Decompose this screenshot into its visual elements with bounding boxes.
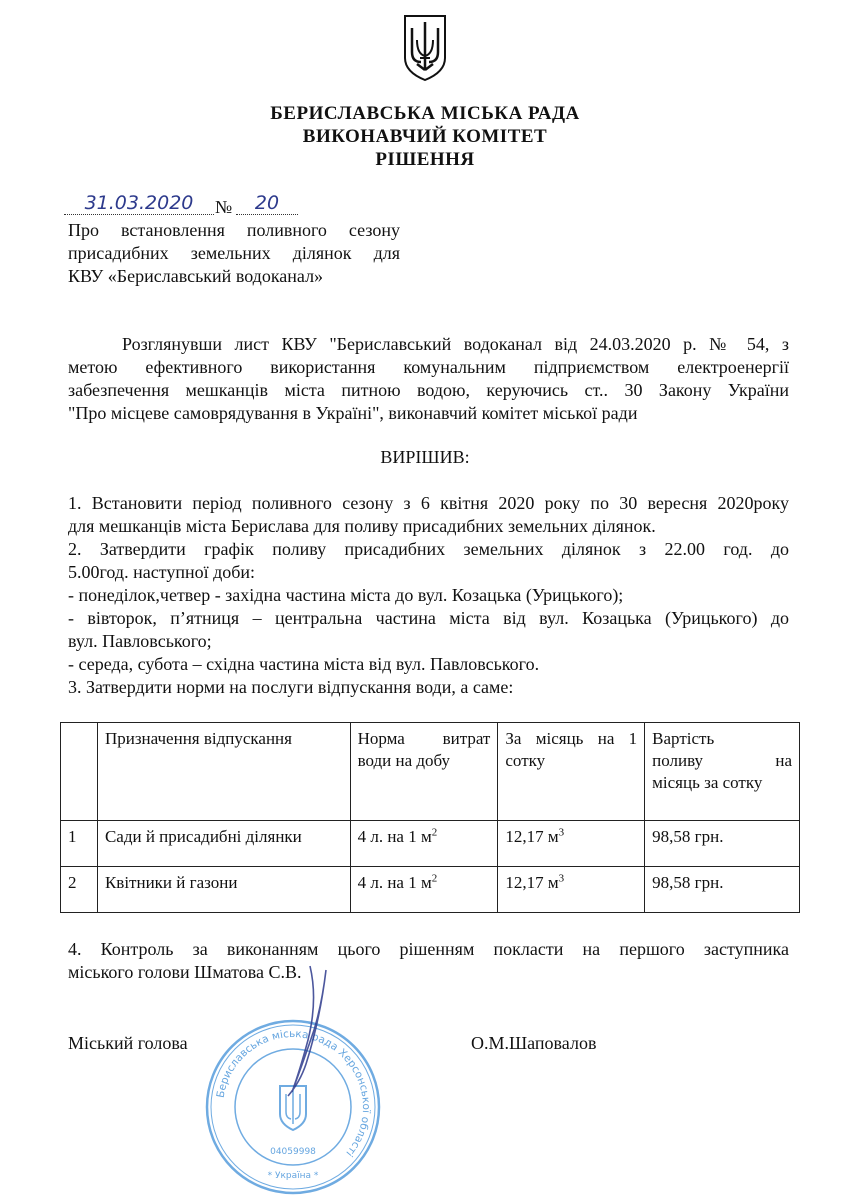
item-line: 2. Затвердити графік поливу присадибних земельних ділянок з 22.00 год. до: [68, 539, 789, 559]
subject-line: присадибних земельних ділянок для: [68, 243, 400, 263]
item-line: для мешканців міста Берислава для поливу присадибних земельних ділянок.: [68, 516, 656, 536]
header-month-line: сотку: [505, 751, 546, 770]
table-row: [61, 867, 800, 913]
row-month-cell: 12,17 $м^3$: [498, 821, 645, 867]
decision-date: 31.03.2020: [64, 192, 214, 215]
row-month-cell: 12,17 $м^3$: [498, 867, 645, 913]
header-cost-cell: [645, 723, 800, 821]
header-norm-line: Норма витрат: [357, 729, 491, 748]
control-line: 4. Контроль за виконанням цього рішенням покласти на першого заступника: [68, 939, 789, 959]
item-line: - понеділок,четвер - західна частина міста до вул. Козацька (Урицького);: [68, 585, 624, 605]
preamble-paragraph: [68, 333, 789, 425]
row-purpose-cell: Квітники й газони: [97, 867, 350, 913]
row-norm-cell: 4 л. на 1 $м^2$: [350, 821, 498, 867]
item-line: вул. Павловського;: [68, 631, 212, 651]
decision-number: 20: [236, 192, 298, 215]
header-cost-line: поливу на: [652, 751, 792, 770]
row-cost-cell: 98,58 грн.: [645, 867, 800, 913]
subject-line: Про встановлення поливного сезону: [68, 220, 400, 240]
item-line: 5.00год. наступної доби:: [68, 562, 256, 582]
row-norm-cell: 4 л. на 1 $м^2$: [350, 867, 498, 913]
council-name: БЕРИСЛАВСЬКА МІСЬКА РАДА: [270, 103, 580, 124]
preamble-line: "Про місцеве самоврядування в Україні", виконавчий комітет міської ради: [68, 403, 638, 423]
row-purpose-cell: Сади й присадибні ділянки: [97, 821, 350, 867]
row-number-cell: 2: [61, 867, 98, 913]
subject-block: [68, 219, 400, 288]
control-line: міського голови Шматова С.В.: [68, 962, 302, 982]
item-line: - середа, субота – східна частина міста від вул. Павловського.: [68, 654, 540, 674]
row-number-cell: 1: [61, 821, 98, 867]
document-type: РІШЕННЯ: [375, 149, 475, 170]
header-norm-line: води на добу: [357, 751, 451, 770]
header-norm-cell: [350, 723, 498, 821]
subject-line: КВУ «Бериславський водоканал»: [68, 266, 324, 286]
decision-items: [68, 492, 789, 699]
header-number-cell: [61, 723, 98, 821]
water-norms-table: [60, 722, 800, 913]
item-line: 3. Затвердити норми на послуги відпускання води, а саме:: [68, 677, 514, 697]
preamble-line: Розглянувши лист КВУ "Бериславський водоканал від 24.03.2020 р. № 54, з: [122, 334, 789, 354]
signature-position: Міський голова: [68, 1033, 188, 1053]
handwritten-signature: [270, 960, 350, 1110]
table-row: [61, 821, 800, 867]
signature-name: О.М.Шаповалов: [471, 1033, 597, 1053]
resolved-heading: ВИРІШИВ:: [380, 447, 470, 467]
header-month-line: За місяць на 1: [505, 729, 638, 748]
preamble-line: метою ефективного використання комунальним підприємством електроенергії: [68, 357, 789, 377]
row-cost-cell: 98,58 грн.: [645, 821, 800, 867]
header-purpose-cell: Призначення відпускання: [97, 723, 350, 821]
committee-name: ВИКОНАВЧИЙ КОМІТЕТ: [302, 126, 548, 147]
preamble-line: забезпечення мешканців міста питною водою, керуючись ст.. 30 Закону України: [68, 380, 789, 400]
item-line: - вівторок, п’ятниця – центральна частина міста від вул. Козацька (Урицького) до: [68, 608, 789, 628]
header-cost-line: місяць за сотку: [652, 773, 763, 792]
header-month-cell: [498, 723, 645, 821]
svg-text:04059998: 04059998: [270, 1147, 316, 1157]
number-sign: №: [215, 197, 233, 217]
svg-text:Бериславська міська рада Херсо: Бериславська міська рада Херсонської області: [214, 1027, 373, 1159]
item-line: 1. Встановити період поливного сезону з 6 квітня 2020 року по 30 вересня 2020року: [68, 493, 789, 513]
control-item: [68, 938, 789, 984]
coat-of-arms-emblem: [403, 14, 447, 82]
svg-text:* Україна *: * Україна *: [267, 1171, 319, 1181]
header-cost-line: Вартість: [652, 729, 715, 748]
table-header-row: [61, 723, 800, 821]
